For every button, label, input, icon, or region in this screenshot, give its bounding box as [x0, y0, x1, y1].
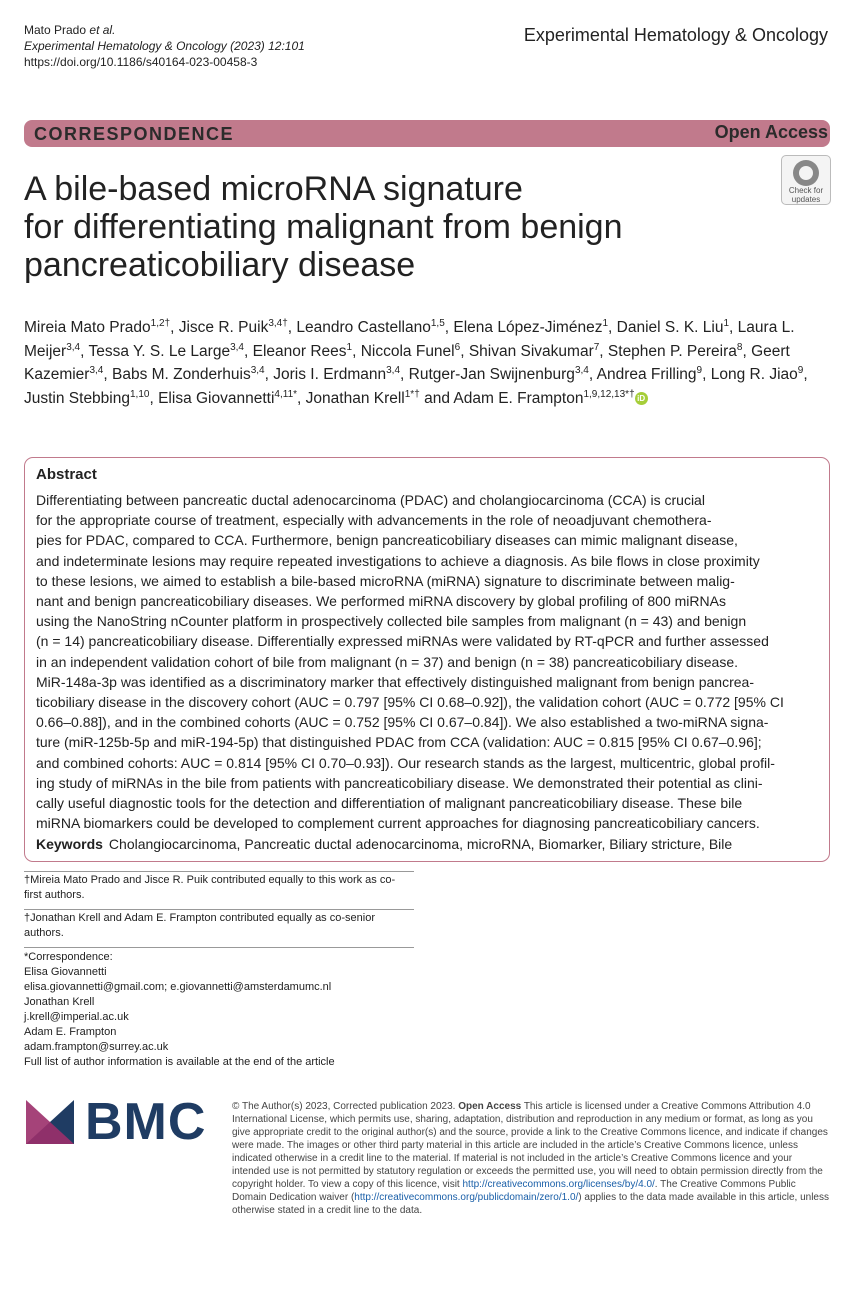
- abstract-line: ticobiliary disease in the discovery cohort (AUC = 0.797 [95% CI 0.68–0.92]), the validation cohort (AUC = 0.772 [95% CI: [36, 694, 784, 711]
- author-name: Joris I. Erdmann: [273, 366, 387, 383]
- author-affiliation: 4,11*: [274, 388, 298, 400]
- abstract-line: in an independent validation cohort of bile from malignant (n = 37) and benign (n = 38) pancreaticobiliary disease.: [36, 653, 738, 670]
- abstract-line: pies for PDAC, compared to CCA. Furthermore, benign pancreaticobiliary diseases can mimic malignant disease,: [36, 532, 738, 549]
- author-separator: ,: [243, 342, 253, 360]
- author-name: Rutger-Jan Swijnenburg: [408, 366, 575, 383]
- author-separator: ,: [444, 319, 454, 336]
- author-affiliation: 3,4: [386, 364, 401, 376]
- author-name: Elisa Giovannetti: [158, 389, 275, 407]
- author-name: Jonathan Krell: [305, 389, 405, 407]
- author-affiliation: 1*†: [404, 388, 420, 400]
- article-title: [24, 170, 764, 284]
- correspondence-line[interactable]: adam.frampton@surrey.ac.uk: [24, 1041, 169, 1053]
- author-name: Mireia Mato Prado: [24, 319, 151, 336]
- license-open-access: Open Access: [458, 1101, 522, 1112]
- author-affiliation: 3,4†: [268, 317, 288, 329]
- correspondence-line: Adam E. Frampton: [24, 1026, 117, 1038]
- footnote-2-line-1: †Jonathan Krell and Adam E. Frampton contributed equally as co-senior: [24, 912, 375, 924]
- footnote-co-senior: [24, 911, 416, 941]
- keywords-label: Keywords: [36, 836, 103, 852]
- abstract-line: Differentiating between pancreatic ductal adenocarcinoma (PDAC) and cholangiocarcinoma (CCA) is crucial: [36, 492, 705, 508]
- author-separator: ,: [702, 366, 711, 383]
- author-separator: ,: [803, 366, 808, 383]
- author-and: and: [419, 389, 454, 407]
- author-name: Elena López-Jiménez: [453, 319, 603, 336]
- abstract-line: ture (miR-125b-5p and miR-194-5p) that distinguished PDAC from CCA (validation: AUC = 0.815 [95% CI 0.67–0.96];: [36, 734, 762, 751]
- author-separator: ,: [170, 319, 179, 336]
- author-affiliation: 1,10: [130, 388, 150, 400]
- author-name: Shivan Sivakumar: [468, 342, 594, 360]
- author-separator: ,: [287, 319, 297, 336]
- abstract-line: and indeterminate lesions may require repeated investigations to achieve a diagnosis. As bile flows in close proximity: [36, 552, 760, 569]
- abstract-line: to these lesions, we aimed to establish a bile-based microRNA (miRNA) signature to discriminate between malig-: [36, 572, 735, 589]
- keywords-text: Cholangiocarcinoma, Pancreatic ductal adenocarcinoma, microRNA, Biomarker, Biliary stricture, Bile: [108, 836, 733, 852]
- header-author: Mato Prado: [24, 23, 87, 37]
- author-name: Babs M. Zonderhuis: [112, 366, 251, 383]
- author-separator: ,: [80, 342, 89, 360]
- cc-zero-link[interactable]: http://creativecommons.org/publicdomain/zero/1.0/: [354, 1192, 579, 1203]
- article-type-label: CORRESPONDENCE: [34, 124, 235, 144]
- footnote-1-line-2: first authors.: [24, 889, 85, 901]
- abstract-line: and combined cohorts: AUC = 0.814 [95% CI 0.70–0.93]). Our research stands as the largest, multicentric, global profil-: [36, 754, 775, 771]
- bmc-logo-text: BMC: [85, 1093, 207, 1151]
- author-name: Niccola Funel: [360, 342, 455, 360]
- author-affiliation: 3,4: [66, 341, 81, 353]
- abstract-line: MiR-148a-3p was identified as a discriminatory marker that effectively distinguished malignant from benign pancrea-: [36, 673, 754, 690]
- author-name: Andrea Frilling: [596, 366, 697, 383]
- author-separator: ,: [352, 342, 361, 360]
- author-list: [24, 316, 814, 410]
- author-affiliation: 7: [593, 341, 600, 353]
- keywords: [36, 836, 822, 852]
- abstract-heading: Abstract: [36, 466, 97, 483]
- open-access-label: Open Access: [714, 122, 828, 142]
- author-name: Laura L. Meijer: [24, 319, 795, 360]
- author-separator: ,: [599, 342, 608, 360]
- check-updates-icon: [793, 160, 819, 186]
- footnote-divider: [24, 909, 414, 910]
- author-separator: ,: [588, 366, 597, 383]
- author-affiliation: 3,4: [89, 364, 104, 376]
- cc-by-link[interactable]: http://creativecommons.org/licenses/by/4.0/: [462, 1179, 655, 1190]
- license-text: [232, 1100, 830, 1217]
- author-name: Stephen P. Pereira: [607, 342, 737, 360]
- footnote-2-line-2: authors.: [24, 927, 64, 939]
- author-affiliation: 1: [602, 317, 609, 329]
- footnote-co-first: [24, 873, 416, 903]
- title-line-1: A bile-based microRNA signature: [24, 170, 523, 208]
- correspondence-line[interactable]: elisa.giovannetti@gmail.com; e.giovannetti@amsterdamumc.nl: [24, 981, 332, 993]
- footnote-divider: [24, 947, 414, 948]
- running-header: [24, 22, 305, 70]
- author-affiliation: 1: [346, 341, 353, 353]
- correspondence-line: Jonathan Krell: [24, 996, 95, 1008]
- title-line-2: for differentiating malignant from benign: [24, 208, 623, 246]
- author-affiliation: 3,4: [250, 364, 265, 376]
- author-name: Leandro Castellano: [296, 319, 431, 336]
- author-affiliation: 1,5: [430, 317, 445, 329]
- abstract-line: nant and benign pancreaticobiliary diseases. We performed miRNA discovery by global profiling of 800 miRNAs: [36, 593, 726, 610]
- correspondence-block: [24, 950, 416, 1070]
- abstract-line: cally useful diagnostic tools for the detection and differentiation of malignant pancreaticobiliary disease. These bile: [36, 795, 743, 812]
- author-separator: ,: [103, 366, 112, 383]
- journal-name: Experimental Hematology & Oncology: [523, 25, 828, 45]
- author-affiliation: 1,2†: [150, 317, 171, 329]
- abstract-line: using the NanoString nCounter platform in prospectively collected bile samples from malignant (n = 43) and benign: [36, 613, 747, 630]
- author-separator: ,: [608, 319, 617, 336]
- check-for-updates-button[interactable]: [781, 155, 831, 205]
- author-affiliation: 3,4: [574, 364, 589, 376]
- correspondence-line: Elisa Giovannetti: [24, 966, 107, 978]
- author-name: Geert Kazemier: [24, 342, 790, 383]
- author-affiliation: 9: [696, 364, 703, 376]
- author-separator: ,: [264, 366, 274, 383]
- check-updates-line2: updates: [791, 195, 821, 204]
- abstract-line: for the appropriate course of treatment, especially with advancements in the role of neoadjuvant chemothera-: [36, 512, 712, 529]
- title-line-3: pancreaticobiliary disease: [24, 246, 416, 284]
- abstract-line: ing study of miRNAs in the bile from patients with pancreaticobiliary disease. We demonstrated their potential as clini-: [36, 774, 763, 791]
- check-updates-line1: Check for: [788, 186, 824, 195]
- author-name: Tessa Y. S. Le Large: [88, 342, 231, 360]
- author-name: Adam E. Frampton: [453, 389, 584, 407]
- author-separator: ,: [400, 366, 409, 383]
- correspondence-line[interactable]: j.krell@imperial.ac.uk: [24, 1011, 129, 1023]
- author-affiliation: 1: [723, 317, 730, 329]
- license-part-2: This article is licensed under a Creative Commons Attribution 4.0 International License, which permits use, sharing, adaptation, distribution and reproduction in any medium or format, as long as you give appropriate credit to the original author(s) and the source, provide a link to the Creative Commons licence, and indicate if changes were made. The images or other third party material in this article are included in the article’s Creative Commons licence, unless indicated otherwise in a credit line to the material. If material is not included in the article’s Creative Commons licence and your intended use is not permitted by statutory regulation or exceeds the permitted use, you will need to obtain permission directly from the copyright holder. To view a copy of this licence, visit: [232, 1101, 828, 1190]
- author-name: Eleanor Rees: [252, 342, 347, 360]
- footnote-1-line-1: †Mireia Mato Prado and Jisce R. Puik contributed equally to this work as co-: [24, 874, 396, 886]
- bmc-logo-icon: [26, 1100, 74, 1144]
- author-name: Jisce R. Puik: [178, 319, 269, 336]
- correspondence-line: Full list of author information is available at the end of the article: [24, 1056, 335, 1068]
- license-part-4: ) applies to the data made available in this article, unless otherwise stated in a credit line to the data.: [232, 1192, 829, 1216]
- author-name: Justin Stebbing: [24, 389, 130, 407]
- author-affiliation: 1,9,12,13*†: [583, 388, 635, 400]
- orcid-icon[interactable]: iD: [635, 392, 648, 405]
- license-part-1: © The Author(s) 2023, Corrected publication 2023.: [232, 1101, 459, 1112]
- author-separator: ,: [742, 342, 752, 360]
- abstract-line: miRNA biomarkers could be developed to complement current approaches for diagnosing pancreaticobiliary cancers.: [36, 815, 760, 832]
- author-separator: ,: [729, 319, 738, 336]
- abstract-text: [36, 490, 822, 833]
- journal-citation: Experimental Hematology & Oncology (2023) 12:101: [24, 39, 305, 53]
- footnote-divider: [24, 871, 414, 872]
- author-affiliation: 8: [736, 341, 743, 353]
- doi-link[interactable]: https://doi.org/10.1186/s40164-023-00458-3: [24, 55, 258, 69]
- author-affiliation: 6: [454, 341, 461, 353]
- author-affiliation: 9: [797, 364, 804, 376]
- header-etal: et al.: [89, 23, 116, 37]
- author-affiliation: 3,4: [230, 341, 244, 353]
- author-separator: ,: [297, 389, 306, 407]
- author-name: Daniel S. K. Liu: [616, 319, 724, 336]
- author-separator: ,: [460, 342, 469, 360]
- correspondence-line: *Correspondence:: [24, 951, 113, 963]
- license-part-3: . The Creative Commons Public Domain Dedication waiver (: [232, 1179, 796, 1203]
- abstract-line: (n = 14) pancreaticobiliary disease. Differentially expressed miRNAs were validated by RT-qPCR and further assessed: [36, 633, 769, 650]
- author-name: Long R. Jiao: [710, 366, 798, 383]
- abstract-line: 0.66–0.88]), and in the combined cohorts (AUC = 0.752 [95% CI 0.67–0.84]). We also established a two-miRNA signa-: [36, 714, 769, 731]
- author-separator: ,: [149, 389, 159, 407]
